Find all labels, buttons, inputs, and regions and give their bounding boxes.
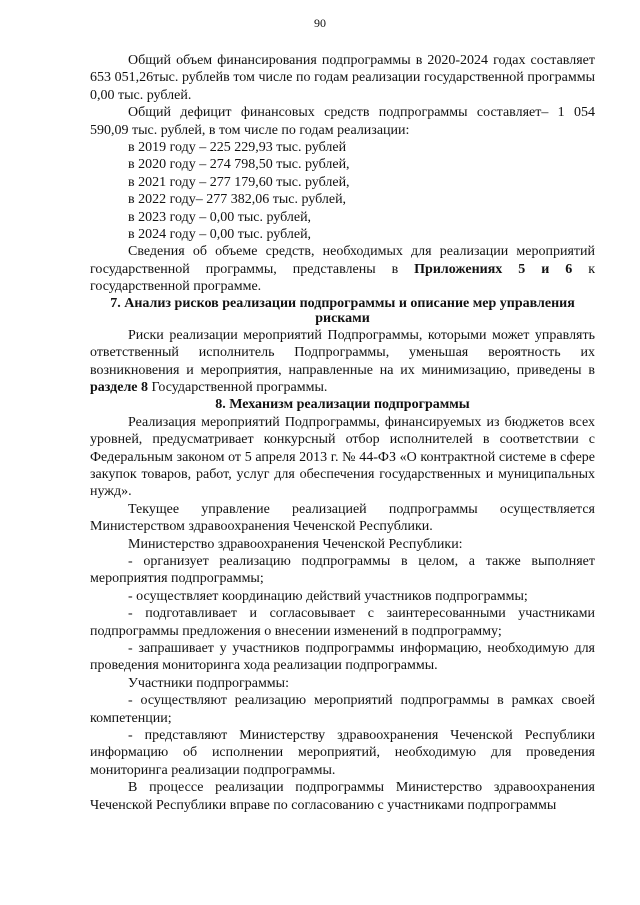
participant-duty-item: - представляют Министерству здравоохранения Чеченской Республики информацию об исполнении мероприятий, необходимую для проведения мониторинга реализации подпрограммы. [90, 728, 595, 778]
process-paragraph: В процессе реализации подпрограммы Министерство здравоохранения Чеченской Республики вправе по согласованию с участниками подпрограммы [90, 780, 595, 813]
appendix-text-start: Сведения об объеме средств, необходимых для реализации мероприятий государственной программы, представлены в [90, 244, 595, 277]
ministry-duty-item: - подготавливает и согласовывает с заинтересованными участниками подпрограммы предложения о внесении изменений в подпрограмму; [90, 606, 595, 639]
section-7-heading: 7. Анализ рисков реализации подпрограммы и описание мер управления рисками [110, 295, 575, 327]
ministry-duty-item: - осуществляет координацию действий участников подпрограммы; [128, 588, 528, 604]
participants-intro: Участники подпрограммы: [128, 675, 289, 691]
year-line: в 2020 году – 274 798,50 тыс. рублей, [128, 157, 350, 173]
management-paragraph: Текущее управление реализацией подпрограммы осуществляется Министерством здравоохранения Чеченской Республики. [90, 501, 595, 535]
appendix-paragraph [90, 243, 595, 295]
funding-paragraph: Общий объем финансирования подпрограммы в 2020-2024 годах составляет 653 051,26тыс. рублейв том числе по годам реализации государственной программы 0,00 тыс. рублей. [90, 53, 595, 103]
risks-text-end: Государственной программы. [148, 379, 328, 395]
year-line: в 2023 году – 0,00 тыс. рублей, [128, 209, 312, 225]
year-line: в 2021 году – 277 179,60 тыс. рублей, [128, 174, 350, 190]
ministry-duty-item: - запрашивает у участников подпрограммы информацию, необходимую для проведения мониторинга хода реализации подпрограммы. [90, 641, 595, 674]
year-line: в 2022 году– 277 382,06 тыс. рублей, [128, 192, 347, 208]
risks-text-start: Риски реализации мероприятий Подпрограммы, которыми может управлять ответственный исполнитель Подпрограммы, уменьшая вероятность их возникновения и мероприятия, направленные на их минимизацию, приведены в [90, 327, 595, 378]
year-line: в 2024 году – 0,00 тыс. рублей, [128, 227, 312, 243]
year-line: в 2019 году – 225 229,93 тыс. рублей [128, 140, 347, 156]
appendix-text-end: к государственной программе. [90, 261, 595, 295]
document-body [90, 52, 595, 814]
participant-duty-item: - осуществляют реализацию мероприятий подпрограммы в рамках своей компетенции; [90, 693, 595, 726]
ministry-duty-item: - организует реализацию подпрограммы в целом, а также выполняет мероприятия подпрограммы; [90, 553, 595, 587]
section-8-heading: 8. Механизм реализации подпрограммы [215, 397, 470, 413]
implementation-paragraph: Реализация мероприятий Подпрограммы, финансируемых из бюджетов всех уровней, предусматривает конкурсный отбор исполнителей в соответствии с Федеральным законом от 5 апреля 2013 г. № 44-ФЗ «О контрактной системе в сфере закупок товаров, работ, услуг для обеспечения государственных и муниципальных нужд». [90, 414, 595, 500]
page-number: 90 [314, 16, 326, 30]
section-reference: разделе 8 [90, 379, 149, 395]
appendix-reference: Приложениях 5 и 6 [414, 261, 573, 277]
ministry-intro: Министерство здравоохранения Чеченской Республики: [128, 536, 463, 552]
deficit-paragraph: Общий дефицит финансовых средств подпрограммы составляет– 1 054 590,09 тыс. рублей, в том числе по годам реализации: [90, 105, 595, 138]
risks-paragraph [90, 327, 595, 397]
